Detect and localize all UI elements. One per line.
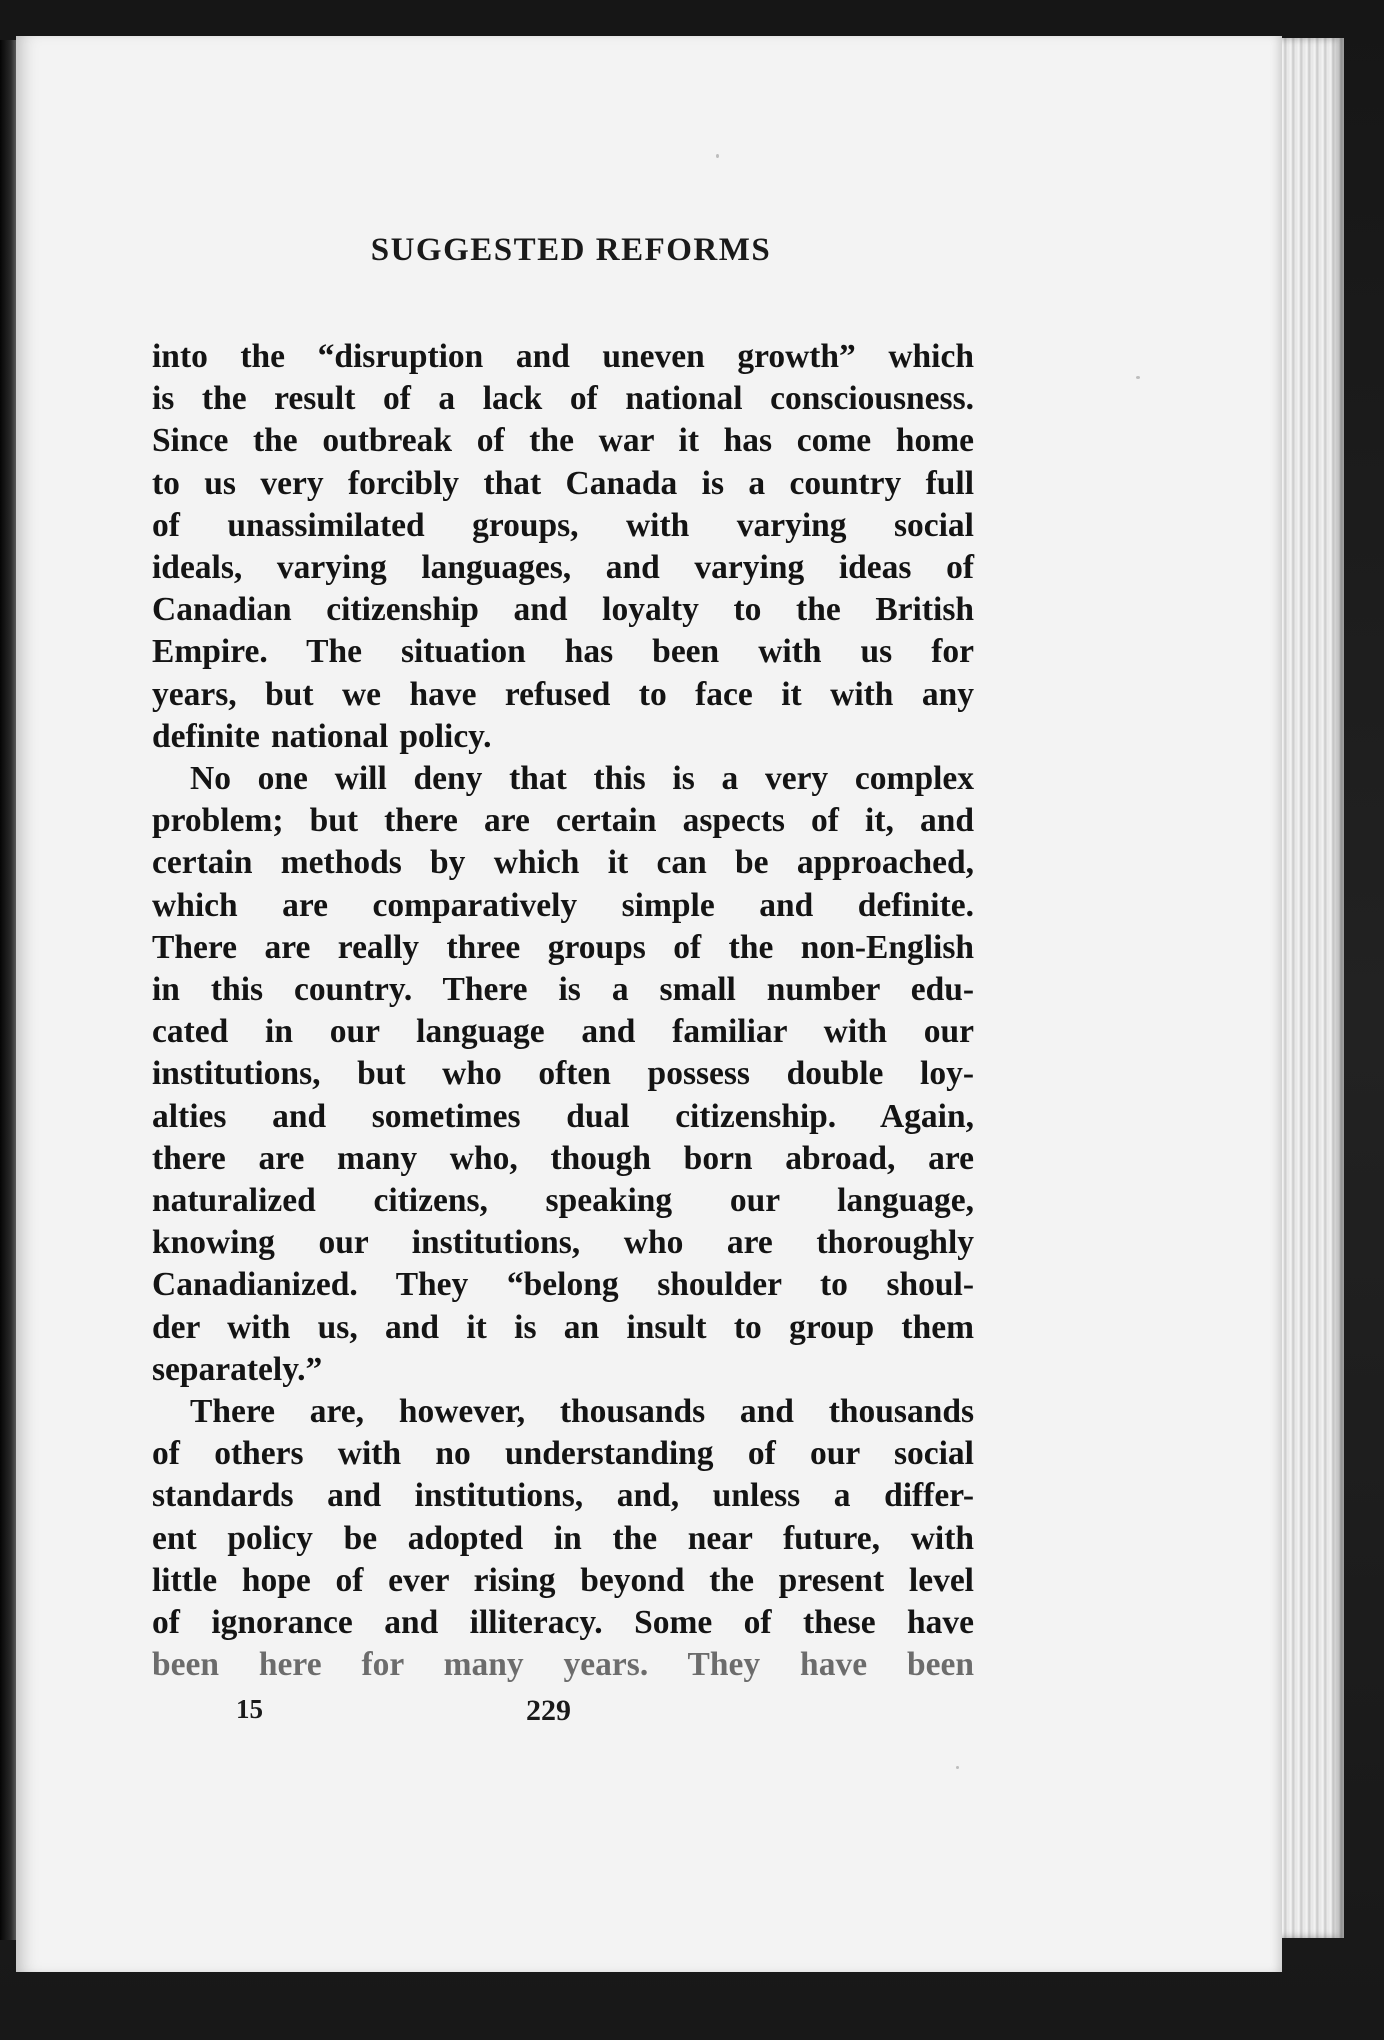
text-line: problem; but there are certain aspects of it, and — [152, 802, 974, 840]
text-line: of others with no understanding of our social — [152, 1435, 974, 1473]
text-line: in this country. There is a small number edu- — [152, 971, 974, 1009]
text-line: Canadianized. They “belong shoulder to shoul- — [152, 1266, 974, 1304]
text-line: years, but we have refused to face it with any — [152, 675, 974, 713]
running-head: SUGGESTED REFORMS — [370, 232, 772, 268]
text-line: been here for many years. They have been — [152, 1646, 974, 1684]
dust-speck — [956, 1766, 959, 1769]
text-line: knowing our institutions, who are thoroughly — [152, 1224, 974, 1262]
text-line: of ignorance and illiteracy. Some of these have — [152, 1604, 974, 1642]
text-line: to us very forcibly that Canada is a country full — [152, 464, 974, 502]
paragraph-3 — [152, 1391, 974, 1686]
text-line: Canadian citizenship and loyalty to the British — [152, 591, 974, 629]
text-line: der with us, and it is an insult to group them — [152, 1308, 974, 1346]
text-line: is the result of a lack of national consciousness. — [152, 380, 974, 418]
book-page — [16, 36, 1282, 1972]
text-line: naturalized citizens, speaking our language, — [152, 1182, 974, 1220]
text-line: cated in our language and familiar with our — [152, 1013, 974, 1051]
page-footer — [16, 1694, 1282, 1734]
text-line: institutions, but who often possess double loy- — [152, 1055, 974, 1093]
text-line: which are comparatively simple and definite. — [152, 886, 974, 924]
text-line: No one will deny that this is a very complex — [190, 760, 974, 798]
text-line: of unassimilated groups, with varying social — [152, 506, 974, 544]
signature-mark: 15 — [236, 1694, 263, 1724]
text-line: little hope of ever rising beyond the present level — [152, 1561, 974, 1599]
text-line: ent policy be adopted in the near future, with — [152, 1519, 974, 1557]
text-line: There are really three groups of the non-English — [152, 928, 974, 966]
text-line: into the “disruption and uneven growth” which — [152, 338, 974, 375]
paragraph-1 — [152, 336, 974, 758]
text-line: Since the outbreak of the war it has come home — [152, 422, 974, 460]
text-line: there are many who, though born abroad, are — [152, 1139, 974, 1177]
dust-speck — [716, 154, 719, 158]
text-line: There are, however, thousands and thousands — [190, 1393, 974, 1431]
text-line: separately.” — [152, 1350, 323, 1388]
text-line: ideals, varying languages, and varying ideas of — [152, 549, 974, 587]
text-line: standards and institutions, and, unless a differ- — [152, 1477, 974, 1515]
text-line: definite national policy. — [152, 717, 492, 755]
text-line: certain methods by which it can be approached, — [152, 844, 974, 882]
text-line: Empire. The situation has been with us for — [152, 633, 974, 671]
text-line: alties and sometimes dual citizenship. Again, — [152, 1097, 974, 1135]
dust-speck — [1136, 376, 1140, 379]
paragraph-2 — [152, 758, 974, 1391]
body-text — [152, 336, 974, 1687]
page-number: 229 — [526, 1694, 571, 1727]
